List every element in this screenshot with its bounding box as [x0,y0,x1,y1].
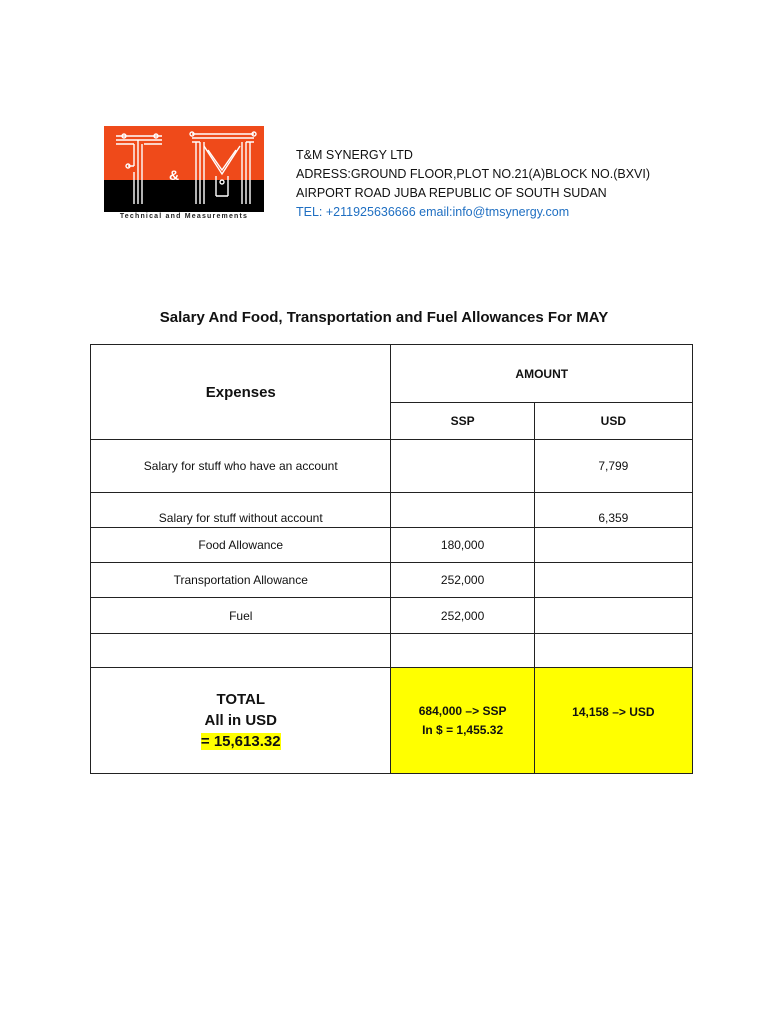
row-label: Fuel [91,598,391,634]
row-usd [534,634,692,668]
row-ssp [391,493,534,528]
row-label: Salary for stuff who have an account [91,440,391,493]
row-ssp: 180,000 [391,528,534,563]
row-usd [534,563,692,598]
company-contact: TEL: +211925636666 email:info@tmsynergy.com [296,205,570,219]
document-title: Salary And Food, Transportation and Fuel Allowances For MAY [159,309,609,326]
company-name: T&M SYNERGY LTD [296,148,413,162]
row-label: Transportation Allowance [91,563,391,598]
row-usd [534,598,692,634]
ssp-header: SSP [391,403,534,440]
company-logo [104,126,264,226]
row-usd: 6,359 [534,493,692,528]
row-label [91,634,391,668]
total-ssp-amount: 684,000 –> SSP [418,703,507,718]
row-label: Salary for stuff without account [91,493,391,528]
logo-ampersand: & [169,167,180,183]
table-row [91,528,693,563]
table-row [91,440,693,493]
amount-header: AMOUNT [391,345,693,403]
total-sublabel: All in USD [204,712,277,729]
expenses-table [90,344,693,774]
logo-tagline: Technical and Measurements [119,213,249,220]
total-ssp-cell [391,668,534,774]
expenses-header: Expenses [91,345,391,440]
logo-circuit-graphic [104,126,264,212]
total-usd-cell [534,668,692,774]
row-label: Food Allowance [91,528,391,563]
row-ssp [391,440,534,493]
total-row [91,668,693,774]
row-usd [534,528,692,563]
table-row [91,563,693,598]
company-info [296,146,650,222]
total-label-cell [91,668,391,774]
usd-header: USD [534,403,692,440]
row-usd: 7,799 [534,440,692,493]
table-row-empty [91,634,693,668]
total-usd-amount: 14,158 –> USD [572,705,655,719]
company-address-line1: ADRESS:GROUND FLOOR,PLOT NO.21(A)BLOCK NO.(BXVI) [296,167,651,181]
table-row [91,598,693,634]
row-ssp [391,634,534,668]
table-row [91,493,693,528]
header-row [91,345,693,403]
total-usd-value: = 15,613.32 [200,733,281,750]
total-label: TOTAL [216,691,266,708]
row-ssp: 252,000 [391,563,534,598]
total-ssp-in-usd: In $ = 1,455.32 [422,722,504,737]
row-ssp: 252,000 [391,598,534,634]
company-address-line2: AIRPORT ROAD JUBA REPUBLIC OF SOUTH SUDAN [296,186,607,200]
